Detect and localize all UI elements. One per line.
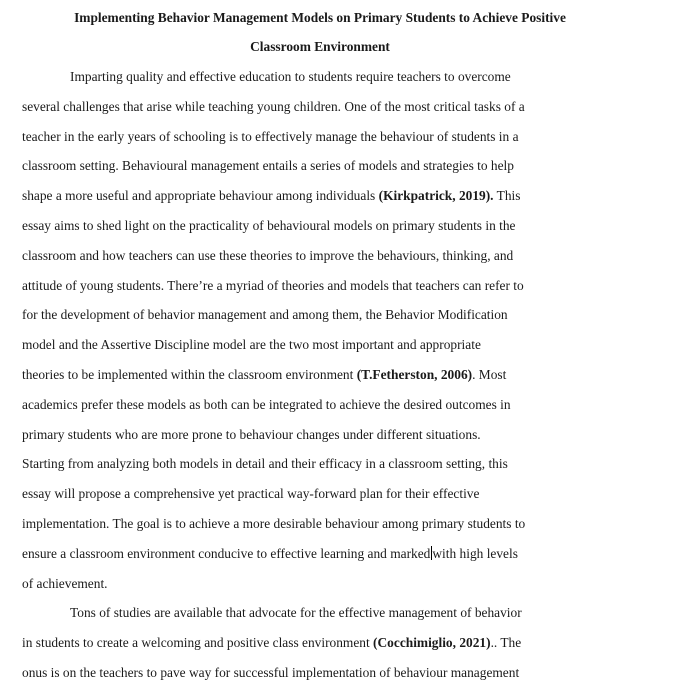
- citation: (T.Fetherston, 2006): [356, 367, 473, 382]
- body-line: [22, 397, 511, 413]
- body-line: [22, 516, 525, 532]
- body-line: [22, 486, 479, 502]
- body-line: [22, 278, 524, 294]
- body-line: [22, 635, 521, 651]
- text-run: classroom and how teachers can use these theories to improve the behaviours, thinking, and: [22, 247, 514, 263]
- body-line: [22, 337, 481, 353]
- body-line: [22, 367, 506, 383]
- text-run: classroom setting. Behavioural management entails a series of models and strategies to help: [22, 158, 514, 174]
- citation: (Kirkpatrick, 2019).: [378, 188, 494, 204]
- text-run: shape a more useful and appropriate behaviour among individuals: [22, 188, 379, 204]
- text-run: model and the Assertive Discipline model are the two most important and appropriate: [22, 337, 481, 353]
- text-run: theories to be implemented within the classroom environment: [22, 367, 357, 382]
- text-run: in students to create a welcoming and positive class environment: [22, 635, 374, 651]
- body-line: [22, 99, 525, 115]
- document-title-line-2: Classroom Environment: [250, 39, 390, 54]
- citation: (Cocchimiglio, 2021): [373, 635, 491, 651]
- body-line: [22, 546, 518, 562]
- text-run: for the development of behavior management and among them, the Behavior Modification: [22, 307, 508, 323]
- text-run: primary students who are more prone to behaviour changes under different situations.: [22, 426, 481, 442]
- text-run: Tons of studies are available that advocate for the effective management of behavior: [70, 605, 522, 621]
- text-run: with high levels: [432, 545, 518, 561]
- body-line: [22, 576, 108, 592]
- text-run: teacher in the early years of schooling is to effectively manage the behaviour of students in a: [22, 128, 519, 144]
- text-run: attitude of young students. There’re a myriad of theories and models that teachers can refer to: [22, 277, 524, 293]
- text-run: essay aims to shed light on the practicality of behavioural models on primary students in the: [22, 218, 516, 233]
- text-run: implementation. The goal is to achieve a more desirable behaviour among primary students to: [22, 516, 526, 531]
- text-run: This: [493, 188, 521, 204]
- text-run: essay will propose a comprehensive yet practical way-forward plan for their effective: [22, 486, 480, 502]
- body-line: [22, 129, 519, 145]
- body-line: [22, 218, 516, 234]
- text-run: ensure a classroom environment conducive to effective learning and marked: [22, 545, 431, 561]
- body-line: [70, 69, 511, 85]
- document-title-line-1: Implementing Behavior Management Models on Primary Students to Achieve Positive: [74, 10, 566, 25]
- body-line: [22, 456, 508, 472]
- body-line: [22, 665, 519, 680]
- body-line: [22, 158, 514, 174]
- text-run: Imparting quality and effective education to students require teachers to overcome: [70, 69, 511, 84]
- text-run: .. The: [490, 635, 522, 651]
- body-line: [22, 307, 508, 323]
- text-run: of achievement.: [22, 575, 108, 591]
- text-run: several challenges that arise while teaching young children. One of the most critical tasks of a: [22, 98, 525, 114]
- body-line: [70, 605, 522, 621]
- body-line: [22, 248, 513, 264]
- text-run: . Most: [472, 367, 507, 382]
- body-line: [22, 427, 481, 443]
- text-run: Starting from analyzing both models in detail and their efficacy in a classroom setting, this: [22, 456, 508, 472]
- body-line: [22, 188, 520, 204]
- text-run: onus is on the teachers to pave way for successful implementation of behaviour management: [22, 665, 520, 680]
- text-run: academics prefer these models as both can be integrated to achieve the desired outcomes in: [22, 396, 511, 412]
